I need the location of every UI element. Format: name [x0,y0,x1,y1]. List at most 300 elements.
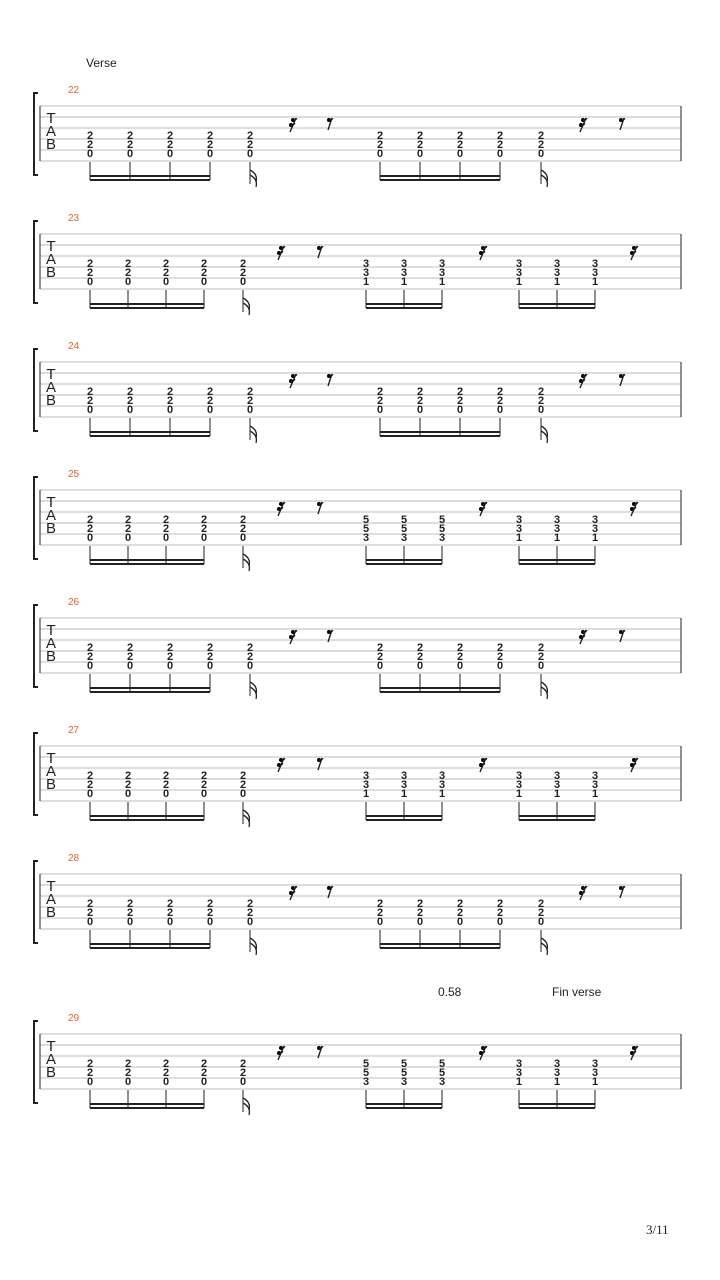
fret-number: 0 [206,660,214,672]
beam-secondary [519,559,595,561]
fret-number: 3 [591,1067,599,1079]
beam-secondary [380,431,500,433]
fret-number: 2 [166,395,174,407]
beam-secondary [366,1103,442,1105]
tab-clef-letter: T [46,494,56,511]
fret-number: 1 [591,276,599,288]
fret-number: 3 [400,532,408,544]
fret-number: 0 [239,1076,247,1088]
fret-number: 3 [515,514,523,526]
fret-number: 3 [553,779,561,791]
beam-secondary [90,431,210,433]
fret-number: 0 [200,1076,208,1088]
fret-number: 3 [438,779,446,791]
beam-secondary [366,559,442,561]
system-brace [34,93,38,175]
tab-clef-letter: B [45,776,57,793]
fret-number: 2 [166,130,174,142]
fret-number: 2 [416,642,424,654]
fret-number: 3 [400,267,408,279]
beam-secondary [519,303,595,305]
tab-system [34,341,681,443]
fret-number: 2 [537,651,545,663]
fret-number: 1 [553,788,561,800]
fret-number: 1 [553,1076,561,1088]
fret-number: 3 [515,267,523,279]
tab-clef-letter: B [45,392,57,409]
fret-number: 0 [496,916,504,928]
fret-number: 2 [496,139,504,151]
fret-number: 5 [438,514,446,526]
beam-secondary [380,175,500,177]
system-brace [34,1021,38,1103]
fret-number: 2 [126,642,134,654]
fret-number: 3 [400,258,408,270]
fret-number: 1 [400,276,408,288]
fret-number: 3 [553,770,561,782]
tab-clef-letter: A [45,763,57,780]
fret-number: 2 [376,395,384,407]
fret-number: 2 [200,514,208,526]
fret-number: 2 [86,907,94,919]
fret-number: 2 [124,258,132,270]
fret-number: 0 [496,404,504,416]
fret-number: 1 [438,276,446,288]
tab-clef-letter: A [45,635,57,652]
fret-number: 3 [591,1058,599,1070]
fret-number: 2 [86,514,94,526]
fret-number: 0 [86,532,94,544]
tab-clef-letter: A [45,251,57,268]
fret-number: 2 [456,130,464,142]
fret-number: 2 [200,523,208,535]
fret-number: 5 [362,514,370,526]
fret-number: 3 [515,770,523,782]
fret-number: 2 [86,1067,94,1079]
beam-primary [519,819,595,821]
beam-primary [519,563,595,565]
fret-number: 3 [515,779,523,791]
fret-number: 2 [456,642,464,654]
fret-number: 2 [416,130,424,142]
fret-number: 1 [438,788,446,800]
tab-clef-letter: B [45,1064,57,1081]
fret-number: 2 [162,267,170,279]
fret-number: 2 [124,1058,132,1070]
fret-number: 2 [246,130,254,142]
fret-number: 2 [416,395,424,407]
beam-primary [366,819,442,821]
tab-clef-letter: A [45,1051,57,1068]
fret-number: 2 [206,907,214,919]
fret-number: 2 [124,514,132,526]
fret-number: 5 [400,514,408,526]
tab-system [34,213,681,315]
fret-number: 2 [239,1058,247,1070]
fret-number: 3 [438,532,446,544]
tempo-marker: 0.58 [438,985,462,999]
section-label-end-verse: Fin verse [552,985,602,999]
fret-number: 3 [400,1076,408,1088]
fret-number: 0 [86,788,94,800]
note-flag [250,431,256,443]
fret-number: 2 [416,139,424,151]
fret-number: 2 [86,770,94,782]
fret-number: 3 [553,258,561,270]
fret-number: 0 [246,404,254,416]
fret-number: 2 [126,130,134,142]
beam-primary [90,1107,204,1109]
fret-number: 2 [246,139,254,151]
fret-number: 2 [416,907,424,919]
fret-number: 0 [166,916,174,928]
fret-number: 2 [166,642,174,654]
beam-secondary [90,303,204,305]
fret-number: 2 [126,898,134,910]
fret-number: 2 [376,642,384,654]
fret-number: 0 [124,276,132,288]
beam-secondary [519,1103,595,1105]
beam-secondary [90,559,204,561]
note-flag [541,431,547,443]
fret-number: 0 [162,788,170,800]
tab-system [34,853,681,955]
fret-number: 0 [456,148,464,160]
tab-clef-letter: T [46,238,56,255]
fret-number: 5 [362,1058,370,1070]
beam-primary [380,435,500,437]
fret-number: 2 [86,523,94,535]
fret-number: 0 [162,532,170,544]
fret-number: 0 [456,916,464,928]
beam-secondary [380,687,500,689]
fret-number: 2 [200,770,208,782]
fret-number: 3 [438,267,446,279]
fret-number: 0 [376,660,384,672]
fret-number: 3 [438,1076,446,1088]
note-flag [541,175,547,187]
fret-number: 0 [246,660,254,672]
note-flag [243,559,249,571]
fret-number: 2 [239,514,247,526]
fret-number: 2 [206,130,214,142]
fret-number: 2 [162,1058,170,1070]
fret-number: 0 [246,916,254,928]
tab-system [34,1013,681,1115]
fret-number: 2 [537,386,545,398]
fret-number: 0 [239,532,247,544]
fret-number: 0 [200,532,208,544]
note-flag [541,687,547,699]
fret-number: 0 [537,148,545,160]
bar-number: 22 [68,85,80,96]
fret-number: 3 [553,1067,561,1079]
fret-number: 5 [438,523,446,535]
system-brace [34,861,38,943]
beam-secondary [366,815,442,817]
fret-number: 0 [124,788,132,800]
fret-number: 0 [86,916,94,928]
fret-number: 2 [246,907,254,919]
fret-number: 2 [206,642,214,654]
fret-number: 2 [537,898,545,910]
fret-number: 2 [416,386,424,398]
fret-number: 0 [86,404,94,416]
tab-clef-letter: T [46,1038,56,1055]
fret-number: 0 [537,916,545,928]
fret-number: 0 [162,1076,170,1088]
bar-number: 28 [68,853,80,864]
fret-number: 2 [376,139,384,151]
fret-number: 2 [496,130,504,142]
fret-number: 0 [86,276,94,288]
fret-number: 2 [206,395,214,407]
beam-primary [90,435,210,437]
tab-clef-letter: A [45,507,57,524]
fret-number: 3 [591,779,599,791]
fret-number: 2 [496,386,504,398]
beam-secondary [366,303,442,305]
fret-number: 2 [86,1058,94,1070]
fret-number: 2 [246,642,254,654]
beam-primary [90,819,204,821]
tab-clef-letter: A [45,123,57,140]
fret-number: 2 [239,267,247,279]
beam-secondary [90,175,210,177]
system-brace [34,477,38,559]
fret-number: 2 [166,139,174,151]
bar-number: 27 [68,725,80,736]
fret-number: 2 [537,395,545,407]
fret-number: 2 [162,514,170,526]
fret-number: 2 [239,770,247,782]
fret-number: 0 [200,788,208,800]
fret-number: 1 [591,788,599,800]
fret-number: 0 [239,788,247,800]
fret-number: 1 [553,276,561,288]
fret-number: 3 [553,267,561,279]
fret-number: 3 [591,267,599,279]
fret-number: 0 [496,148,504,160]
fret-number: 0 [537,404,545,416]
tab-clef-letter: T [46,750,56,767]
fret-number: 2 [200,267,208,279]
fret-number: 2 [496,395,504,407]
beam-primary [380,947,500,949]
fret-number: 2 [376,130,384,142]
fret-number: 0 [496,660,504,672]
tab-system [34,597,681,699]
fret-number: 2 [86,258,94,270]
fret-number: 2 [496,642,504,654]
fret-number: 2 [126,139,134,151]
fret-number: 2 [124,770,132,782]
fret-number: 2 [496,898,504,910]
fret-number: 2 [86,395,94,407]
beam-secondary [90,687,210,689]
tab-clef-letter: B [45,520,57,537]
beam-secondary [90,815,204,817]
fret-number: 0 [416,660,424,672]
fret-number: 5 [362,523,370,535]
beam-primary [366,307,442,309]
beam-primary [90,947,210,949]
note-flag [541,943,547,955]
fret-number: 5 [362,1067,370,1079]
fret-number: 3 [362,1076,370,1088]
fret-number: 1 [515,788,523,800]
fret-number: 2 [86,386,94,398]
note-flag [250,175,256,187]
fret-number: 2 [126,651,134,663]
system-brace [34,349,38,431]
fret-number: 0 [126,660,134,672]
fret-number: 0 [86,1076,94,1088]
tab-clef-letter: B [45,264,57,281]
fret-number: 0 [456,660,464,672]
fret-number: 2 [537,642,545,654]
fret-number: 0 [86,148,94,160]
beam-primary [380,179,500,181]
fret-number: 0 [239,276,247,288]
tab-clef-letter: A [45,379,57,396]
tab-clef-letter: T [46,366,56,383]
fret-number: 2 [126,907,134,919]
note-flag [243,1103,249,1115]
fret-number: 3 [362,770,370,782]
bar-number: 23 [68,213,80,224]
beam-primary [90,691,210,693]
fret-number: 3 [553,523,561,535]
fret-number: 2 [456,386,464,398]
fret-number: 2 [456,395,464,407]
fret-number: 2 [376,898,384,910]
fret-number: 1 [362,276,370,288]
fret-number: 2 [206,139,214,151]
fret-number: 2 [126,386,134,398]
fret-number: 2 [496,651,504,663]
fret-number: 2 [206,386,214,398]
fret-number: 1 [553,532,561,544]
tab-clef-letter: A [45,891,57,908]
fret-number: 1 [515,532,523,544]
note-flag [243,303,249,315]
fret-number: 2 [124,267,132,279]
system-brace [34,733,38,815]
fret-number: 2 [86,130,94,142]
fret-number: 2 [162,779,170,791]
bar-number: 26 [68,597,80,608]
fret-number: 0 [206,916,214,928]
fret-number: 2 [166,907,174,919]
fret-number: 2 [200,1058,208,1070]
fret-number: 2 [86,898,94,910]
system-brace [34,605,38,687]
fret-number: 0 [376,404,384,416]
beam-primary [366,563,442,565]
beam-secondary [519,815,595,817]
fret-number: 2 [206,898,214,910]
fret-number: 2 [86,651,94,663]
fret-number: 0 [200,276,208,288]
fret-number: 0 [124,1076,132,1088]
fret-number: 3 [515,1058,523,1070]
beam-primary [519,1107,595,1109]
beam-primary [90,179,210,181]
fret-number: 3 [591,258,599,270]
fret-number: 2 [86,267,94,279]
fret-number: 2 [166,898,174,910]
fret-number: 0 [246,148,254,160]
fret-number: 5 [400,1058,408,1070]
tab-clef-letter: B [45,648,57,665]
fret-number: 2 [166,386,174,398]
section-label-verse: Verse [86,56,117,70]
fret-number: 2 [537,907,545,919]
fret-number: 3 [438,770,446,782]
fret-number: 1 [591,532,599,544]
beam-primary [380,691,500,693]
fret-number: 1 [515,276,523,288]
fret-number: 2 [239,1067,247,1079]
fret-number: 2 [166,651,174,663]
fret-number: 5 [400,1067,408,1079]
fret-number: 2 [456,139,464,151]
fret-number: 2 [537,139,545,151]
fret-number: 2 [239,523,247,535]
fret-number: 3 [591,514,599,526]
fret-number: 0 [126,916,134,928]
fret-number: 0 [416,148,424,160]
note-flag [250,687,256,699]
fret-number: 1 [591,1076,599,1088]
note-flag [243,815,249,827]
fret-number: 0 [416,404,424,416]
fret-number: 3 [515,1067,523,1079]
fret-number: 2 [376,386,384,398]
fret-number: 2 [124,1067,132,1079]
fret-number: 2 [162,1067,170,1079]
fret-number: 5 [438,1058,446,1070]
fret-number: 2 [537,130,545,142]
fret-number: 3 [400,770,408,782]
fret-number: 0 [456,404,464,416]
fret-number: 3 [591,770,599,782]
fret-number: 2 [246,395,254,407]
fret-number: 2 [496,907,504,919]
tab-clef-letter: B [45,904,57,921]
fret-number: 2 [162,258,170,270]
fret-number: 0 [206,148,214,160]
fret-number: 2 [416,898,424,910]
fret-number: 3 [553,1058,561,1070]
fret-number: 1 [362,788,370,800]
bar-number: 24 [68,341,80,352]
fret-number: 1 [515,1076,523,1088]
fret-number: 2 [456,907,464,919]
fret-number: 3 [362,258,370,270]
fret-number: 2 [206,651,214,663]
fret-number: 2 [246,898,254,910]
fret-number: 0 [206,404,214,416]
fret-number: 2 [124,523,132,535]
fret-number: 2 [162,523,170,535]
fret-number: 1 [400,788,408,800]
tab-system [34,85,681,187]
tab-clef-letter: T [46,878,56,895]
fret-number: 2 [86,139,94,151]
fret-number: 2 [86,779,94,791]
